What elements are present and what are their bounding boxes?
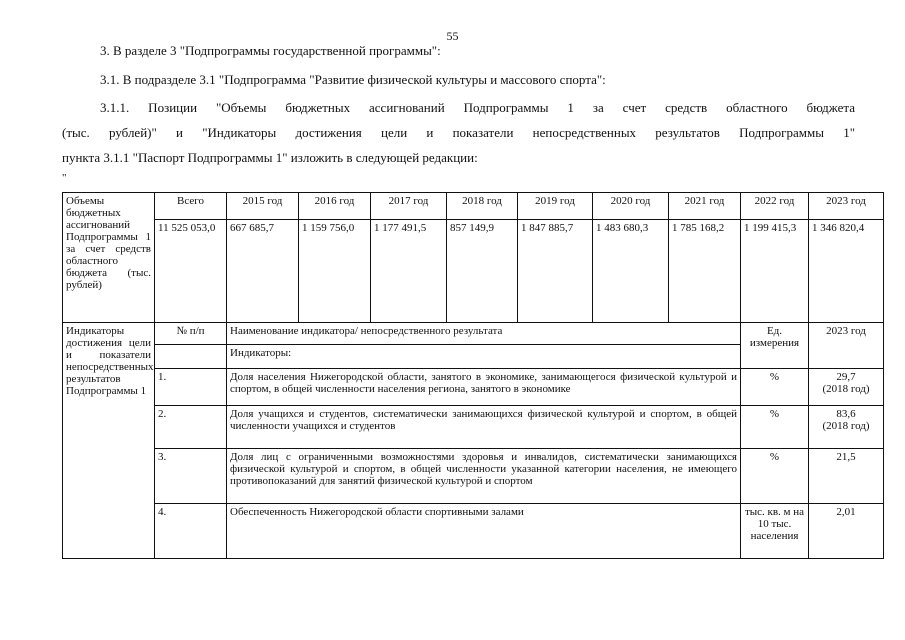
- indicator-unit: тыс. кв. м на 10 тыс. населения: [741, 504, 809, 559]
- indicator-row: [63, 449, 884, 504]
- budget-value-2022: 1 199 415,3: [741, 220, 809, 323]
- indicator-num: 1.: [155, 369, 227, 406]
- indicators-col-year: 2023 год: [809, 323, 884, 369]
- indicator-value: [809, 406, 884, 449]
- budget-value-2015: 667 685,7: [227, 220, 299, 323]
- paragraph-3-1-1-line2: (тыс. рублей)" и "Индикаторы достижения цели и показатели непосредственных результатов Подпрограммы 1": [62, 125, 855, 140]
- budget-header-2018: 2018 год: [447, 193, 518, 220]
- indicators-col-name: Наименование индикатора/ непосредственного результата: [227, 323, 741, 345]
- indicator-unit: %: [741, 406, 809, 449]
- indicator-name: Обеспеченность Нижегородской области спортивными залами: [227, 504, 741, 559]
- budget-value-2016: 1 159 756,0: [299, 220, 371, 323]
- indicator-unit: %: [741, 369, 809, 406]
- budget-value-2017: 1 177 491,5: [371, 220, 447, 323]
- indicators-subheader: Индикаторы:: [227, 345, 741, 369]
- budget-value-2023: 1 346 820,4: [809, 220, 884, 323]
- budget-values-row: [63, 220, 884, 323]
- paragraph-section-3: 3. В разделе 3 "Подпрограммы государственной программы":: [100, 43, 441, 58]
- budget-value-2021: 1 785 168,2: [669, 220, 741, 323]
- indicators-label: Индикаторы достижения цели и показатели непосредственных результатов Подпрограммы 1: [63, 323, 155, 559]
- indicator-value: [809, 369, 884, 406]
- budget-header-2023: 2023 год: [809, 193, 884, 220]
- budget-value-2018: 857 149,9: [447, 220, 518, 323]
- indicator-num: 4.: [155, 504, 227, 559]
- indicator-row: [63, 504, 884, 559]
- indicator-row: [63, 406, 884, 449]
- indicators-col-unit: Ед. измерения: [741, 323, 809, 369]
- indicator-name: Доля населения Нижегородской области, занятого в экономике, занимающегося физической культурой и спортом, в общей численности населения региона, занятого в экономике: [227, 369, 741, 406]
- passport-table: [62, 192, 884, 559]
- indicator-name: Доля учащихся и студентов, систематически занимающихся физической культурой и спортом, в общей численности учащихся и студентов: [227, 406, 741, 449]
- budget-header-2019: 2019 год: [518, 193, 593, 220]
- budget-header-2022: 2022 год: [741, 193, 809, 220]
- indicators-col-num: № п/п: [155, 323, 227, 345]
- budget-header-2017: 2017 год: [371, 193, 447, 220]
- budget-header-2015: 2015 год: [227, 193, 299, 220]
- indicator-value-number: 29,7: [836, 371, 856, 383]
- indicator-unit: %: [741, 449, 809, 504]
- paragraph-3-1-1-line3: пункта 3.1.1 "Паспорт Подпрограммы 1" изложить в следующей редакции:: [62, 150, 478, 165]
- budget-value-2020: 1 483 680,3: [593, 220, 669, 323]
- paragraph-subsection-3-1: 3.1. В подразделе 3.1 "Подпрограмма "Развитие физической культуры и массового спорта":: [100, 72, 606, 87]
- budget-value-2019: 1 847 885,7: [518, 220, 593, 323]
- indicator-value-note: (2018 год): [822, 383, 870, 395]
- indicator-value-number: 83,6: [836, 408, 856, 420]
- budget-header-row: [63, 193, 884, 220]
- indicator-row: [63, 369, 884, 406]
- indicator-value: 2,01: [809, 504, 884, 559]
- budget-header-2016: 2016 год: [299, 193, 371, 220]
- opening-quote: ": [62, 172, 67, 184]
- paragraph-3-1-1-line1: 3.1.1. Позиции "Объемы бюджетных ассигнований Подпрограммы 1 за счет средств областного бюджета: [100, 100, 855, 115]
- indicator-num: 3.: [155, 449, 227, 504]
- budget-label: Объемы бюджетных ассигнований Подпрограммы 1 за счет средств областного бюджета (тыс. рублей): [63, 193, 155, 323]
- indicators-header-row: [63, 323, 884, 345]
- page-number: 55: [446, 29, 459, 43]
- indicator-num: 2.: [155, 406, 227, 449]
- indicator-value-note: (2018 год): [822, 420, 870, 432]
- budget-header-2021: 2021 год: [669, 193, 741, 220]
- budget-value-total: 11 525 053,0: [155, 220, 227, 323]
- indicator-value: 21,5: [809, 449, 884, 504]
- budget-header-total: Всего: [155, 193, 227, 220]
- budget-header-2020: 2020 год: [593, 193, 669, 220]
- indicator-name: Доля лиц с ограниченными возможностями здоровья и инвалидов, систематически занимающихся физической культурой и спортом, в общей численности указанной категории населения, не имеющего противопоказаний для занятий физической культурой и спортом: [227, 449, 741, 504]
- indicators-subheader-num: [155, 345, 227, 369]
